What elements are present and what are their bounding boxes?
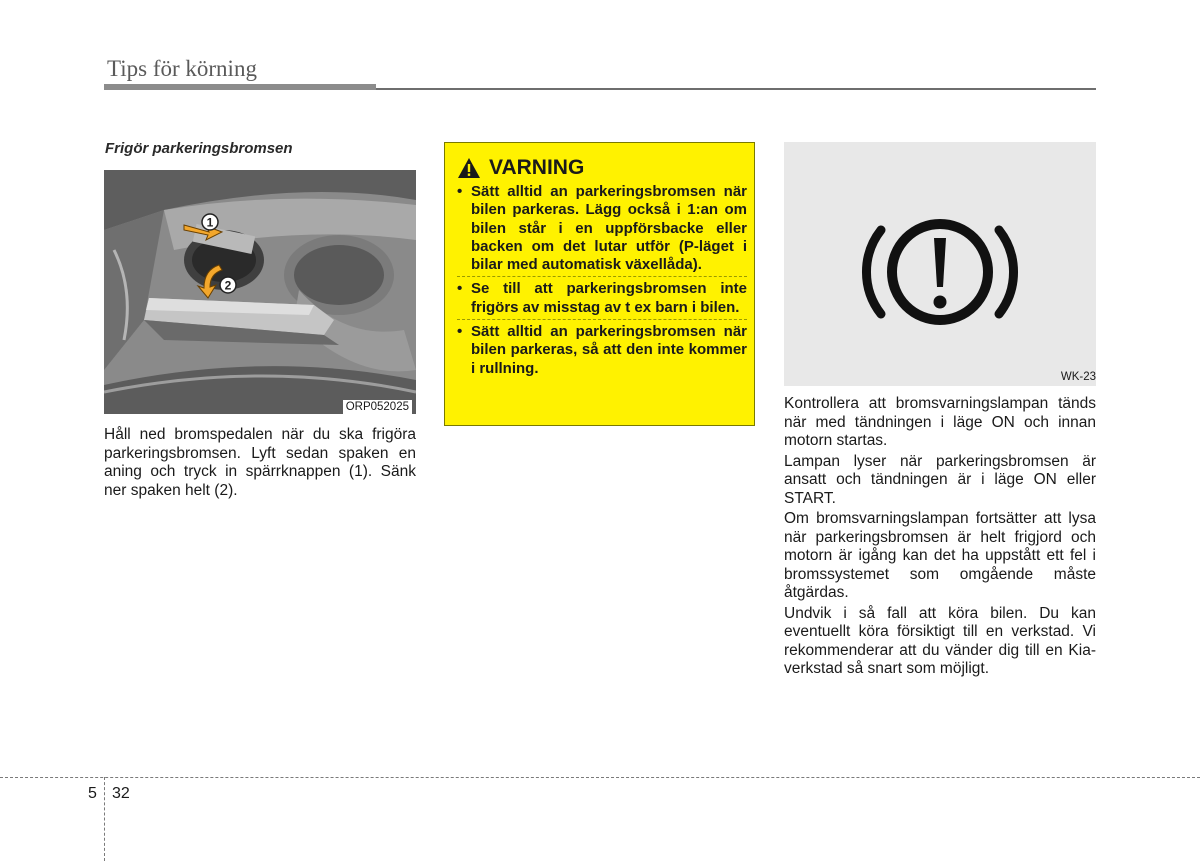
warning-triangle-icon xyxy=(457,157,481,179)
paragraph: Kontrollera att bromsvarningslampan tänds när med tändningen i läge ON och innan motorn startas. xyxy=(784,395,1096,449)
parking-brake-photo xyxy=(104,170,416,414)
warning-item: • Sätt alltid an parkeringsbromsen när bilen parkeras, så att den inte kommer i rullning. xyxy=(457,323,747,377)
warning-list xyxy=(457,183,747,379)
warning-item: • Se till att parkeringsbromsen inte frigörs av misstag av t ex barn i bilen. xyxy=(457,280,747,316)
section-title: Frigör parkeringsbromsen xyxy=(105,140,293,157)
warning-box xyxy=(444,142,755,426)
warning-item-text: Sätt alltid an parkeringsbromsen när bilen parkeras. Lägg också i 1:an om bilen står i en uppförsbacke eller backen om det lutar utför (P-läget i bilar med automatisk växellåda). xyxy=(471,183,747,274)
brake-warning-lamp-icon xyxy=(784,142,1096,386)
lamp-description xyxy=(784,395,1096,681)
page-number: 32 xyxy=(112,785,130,802)
warning-item-text: Sätt alltid an parkeringsbromsen när bilen parkeras, så att den inte kommer i rullning. xyxy=(471,323,747,377)
paragraph: Lampan lyser när parkeringsbromsen är ansatt och tändningen är i läge ON eller START. xyxy=(784,452,1096,507)
warning-item: • Sätt alltid an parkeringsbromsen när bilen parkeras. Lägg också i 1:an om bilen står i en uppförsbacke eller backen om det lutar utför (P-läget i bilar med automatisk växellåda). xyxy=(457,183,747,274)
chapter-number: 5 xyxy=(88,785,97,802)
warning-header xyxy=(457,155,584,181)
warning-separator xyxy=(457,319,747,320)
figure-code: ORP052025 xyxy=(343,400,412,414)
footer-divider xyxy=(104,777,105,861)
brake-warning-lamp-figure xyxy=(784,142,1096,386)
paragraph: Om bromsvarningslampan fortsätter att lysa när parkeringsbromsen är helt frigjord och motorn är igång kan det ha uppstått ett fel i bromssystemet som omgående måste åtgärdas. xyxy=(784,510,1096,601)
header-rule-thick xyxy=(104,84,376,90)
paragraph: Undvik i så fall att köra bilen. Du kan eventuellt köra försiktigt till en verkstad. Vi rekommenderar att du vänder dig till en Kia-verkstad så snart som möjligt. xyxy=(784,604,1096,677)
page-header-title: Tips för körning xyxy=(107,56,257,81)
callout-1: 1 xyxy=(206,215,214,230)
warning-title: VARNING xyxy=(489,156,585,179)
footer-rule xyxy=(0,777,1200,778)
header-rule-thin xyxy=(376,88,1096,90)
warning-item-text: Se till att parkeringsbromsen inte frigörs av misstag av t ex barn i bilen. xyxy=(471,280,747,316)
figure-code: WK-23 xyxy=(1060,371,1096,383)
callout-2: 2 xyxy=(224,278,232,293)
release-instructions: Håll ned bromspedalen när du ska frigöra parkeringsbromsen. Lyft sedan spaken en aning och tryck in spärrknappen (1). Sänk ner spaken helt (2). xyxy=(104,426,416,499)
parking-brake-illustration xyxy=(104,170,416,414)
warning-separator xyxy=(457,276,747,277)
